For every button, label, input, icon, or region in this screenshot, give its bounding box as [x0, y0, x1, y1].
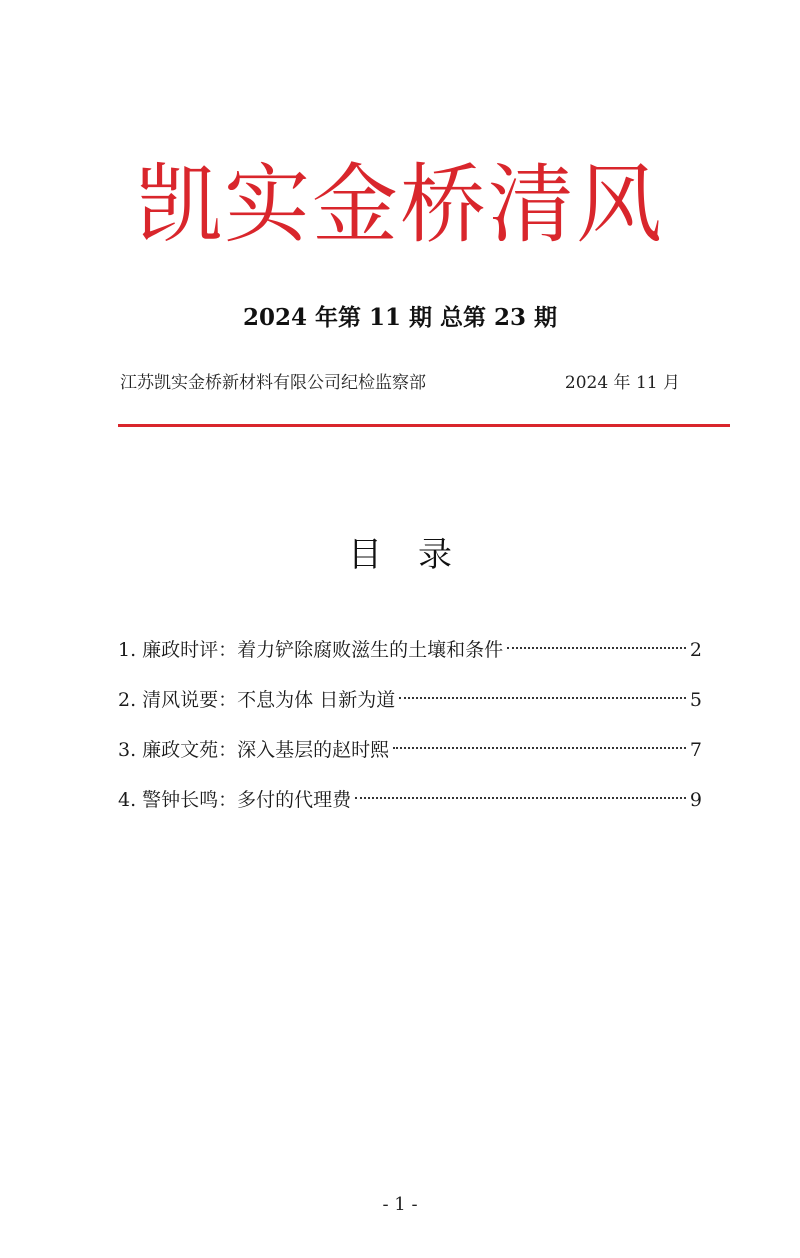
table-of-contents [118, 628, 702, 828]
toc-item-label: 2. 清风说要：不息为体 日新为道 [118, 689, 396, 711]
masthead-title: 凯实金桥清风 [136, 155, 664, 255]
toc-item-page: 7 [689, 739, 702, 761]
toc-item[interactable] [118, 678, 702, 728]
toc-item[interactable] [118, 728, 702, 778]
toc-item[interactable] [118, 778, 702, 828]
issue-number: 2024 年第 11 期 总第 23 期 [242, 304, 558, 331]
toc-item-label: 1. 廉政时评：着力铲除腐败滋生的土壤和条件 [118, 639, 504, 661]
issue-date: 2024 年 11 月 [564, 373, 680, 393]
toc-dot-leader [393, 747, 686, 749]
toc-heading: 目录 [348, 535, 488, 575]
toc-dot-leader [507, 647, 686, 649]
toc-item-page: 5 [689, 689, 702, 711]
issuer-row [120, 368, 680, 398]
toc-item-label: 4. 警钟长鸣：多付的代理费 [118, 789, 352, 811]
toc-item-label: 3. 廉政文苑：深入基层的赵时熙 [118, 739, 390, 761]
toc-item-page: 9 [689, 789, 702, 811]
toc-dot-leader [355, 797, 686, 799]
page-number: - 1 - [382, 1194, 418, 1215]
toc-item-page: 2 [689, 639, 702, 661]
toc-item[interactable] [118, 628, 702, 678]
red-divider-line [118, 424, 730, 427]
issuer-organization: 江苏凯实金桥新材料有限公司纪检监察部 [120, 373, 426, 393]
toc-dot-leader [399, 697, 686, 699]
